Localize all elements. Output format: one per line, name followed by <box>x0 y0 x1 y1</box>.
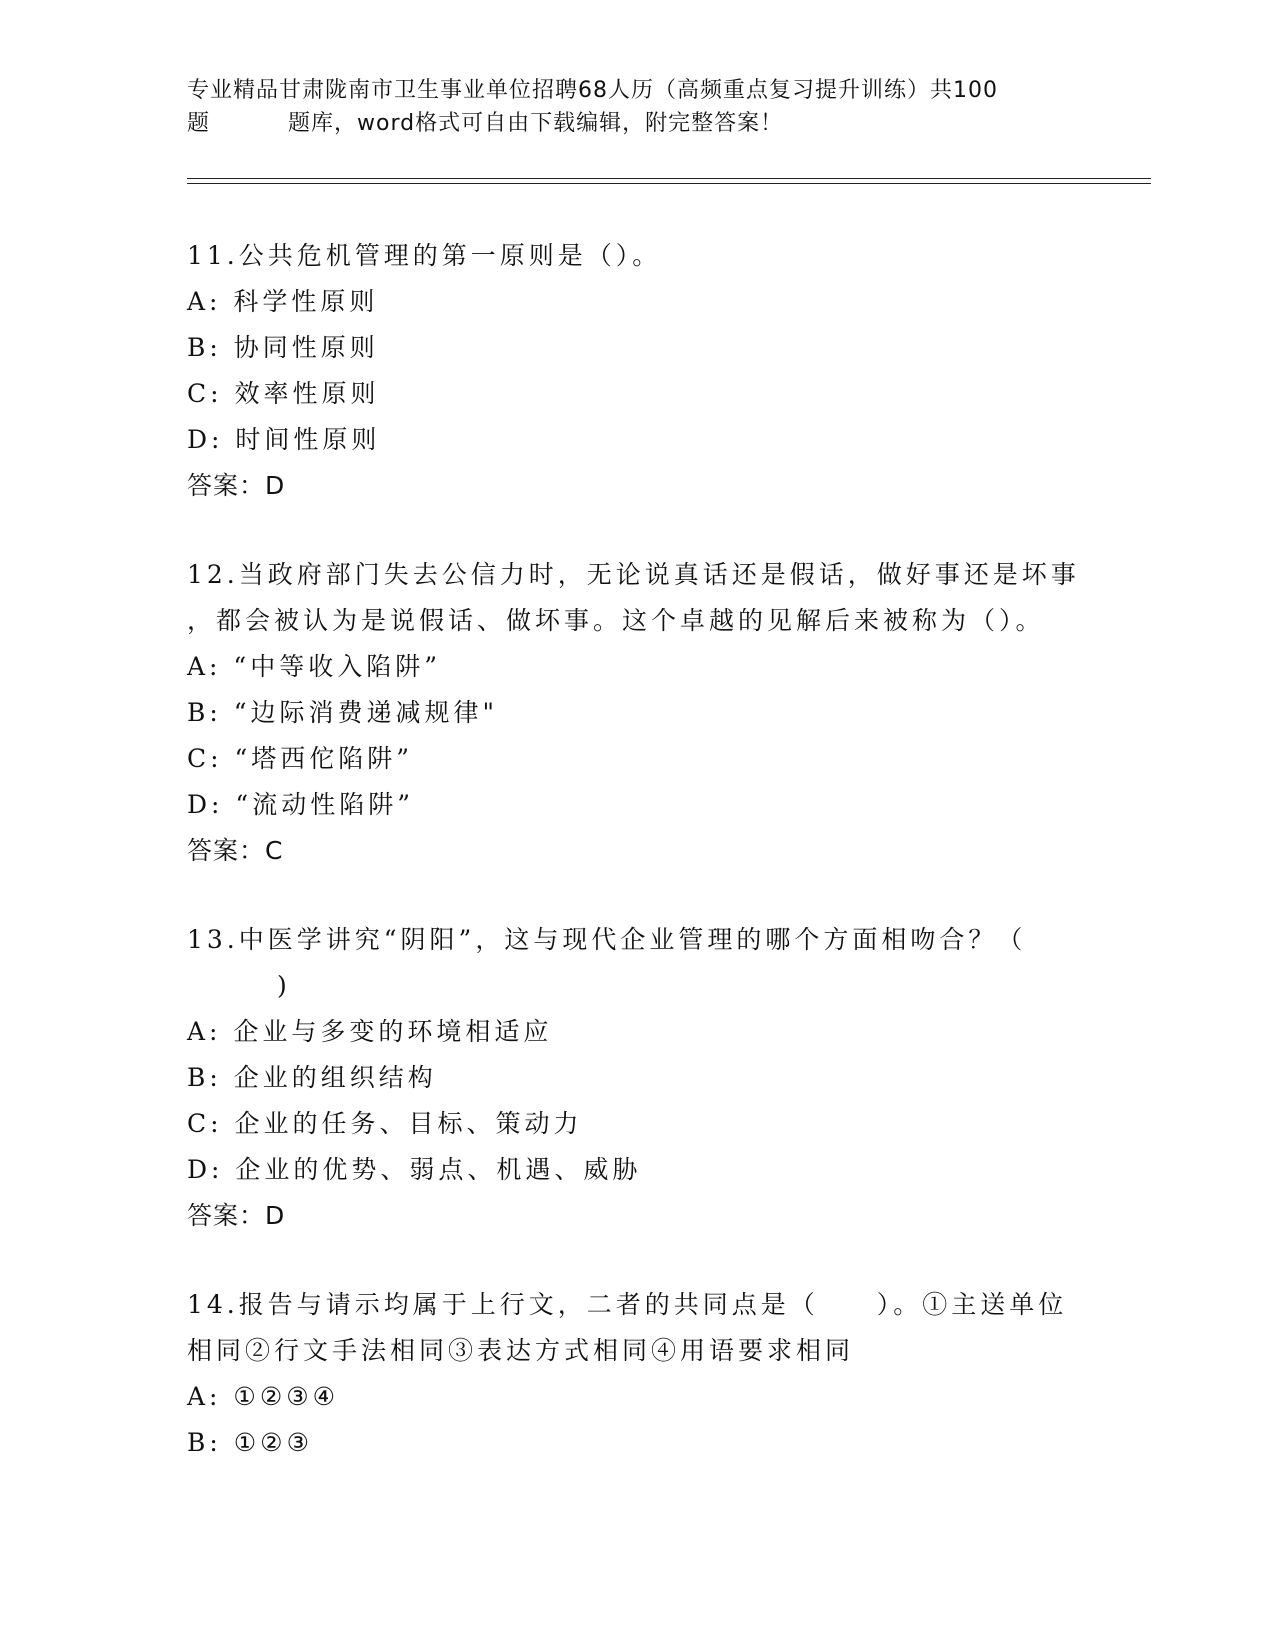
option-c: C: “塔西佗陷阱” <box>187 744 414 773</box>
question-text-line-1: 12.当政府部门失去公信力时，无论说真话还是假话，做好事还是坏事 <box>187 560 1080 589</box>
question-14 <box>187 1282 1087 1466</box>
option-b: B: “边际消费递减规律" <box>187 698 499 727</box>
header-rule-top <box>187 178 1151 179</box>
header-line-2-right: 题库，word格式可自由下载编辑，附完整答案！ <box>288 111 784 136</box>
question-text-line-2: ) <box>277 971 291 1000</box>
option-d: D: “流动性陷阱” <box>187 790 414 819</box>
question-13 <box>187 917 1087 1239</box>
header-line-2 <box>187 107 1087 140</box>
option-d: D: 企业的优势、弱点、机遇、威胁 <box>187 1155 642 1184</box>
question-text-line-1: 14.报告与请示均属于上行文，二者的共同点是（ ）。①主送单位 <box>187 1290 1068 1319</box>
question-list <box>187 233 1087 1509</box>
option-c: C: 效率性原则 <box>187 379 380 408</box>
question-12 <box>187 552 1087 874</box>
header-line-1: 专业精品甘肃陇南市卫生事业单位招聘68人历（高频重点复习提升训练）共100 <box>187 78 998 103</box>
answer-line: 答案：C <box>187 836 284 865</box>
header-rule-bottom <box>187 183 1151 184</box>
option-a: A: 企业与多变的环境相适应 <box>187 1017 553 1046</box>
option-c: C: 企业的任务、目标、策动力 <box>187 1109 583 1138</box>
header-line-2-left: 题 <box>187 111 211 136</box>
question-text-line-2: ，都会被认为是说假话、做坏事。这个卓越的见解后来被称为（）。 <box>187 606 1045 635</box>
option-a: A: “中等收入陷阱” <box>187 652 441 681</box>
option-b: B: 协同性原则 <box>187 333 379 362</box>
option-b: B: 企业的组织结构 <box>187 1063 437 1092</box>
answer-line: 答案：D <box>187 1201 286 1230</box>
question-text: 11.公共危机管理的第一原则是（）。 <box>187 241 662 270</box>
option-a: A: 科学性原则 <box>187 287 379 316</box>
question-11 <box>187 233 1087 509</box>
option-b: B: ①②③ <box>187 1428 313 1457</box>
question-text-line-2: 相同②行文手法相同③表达方式相同④用语要求相同 <box>187 1336 855 1365</box>
document-header <box>187 74 1087 140</box>
answer-line: 答案：D <box>187 471 286 500</box>
option-a: A: ①②③④ <box>187 1382 340 1411</box>
option-d: D: 时间性原则 <box>187 425 381 454</box>
question-text-line-1: 13.中医学讲究“阴阳”，这与现代企业管理的哪个方面相吻合？（ <box>187 925 1027 954</box>
